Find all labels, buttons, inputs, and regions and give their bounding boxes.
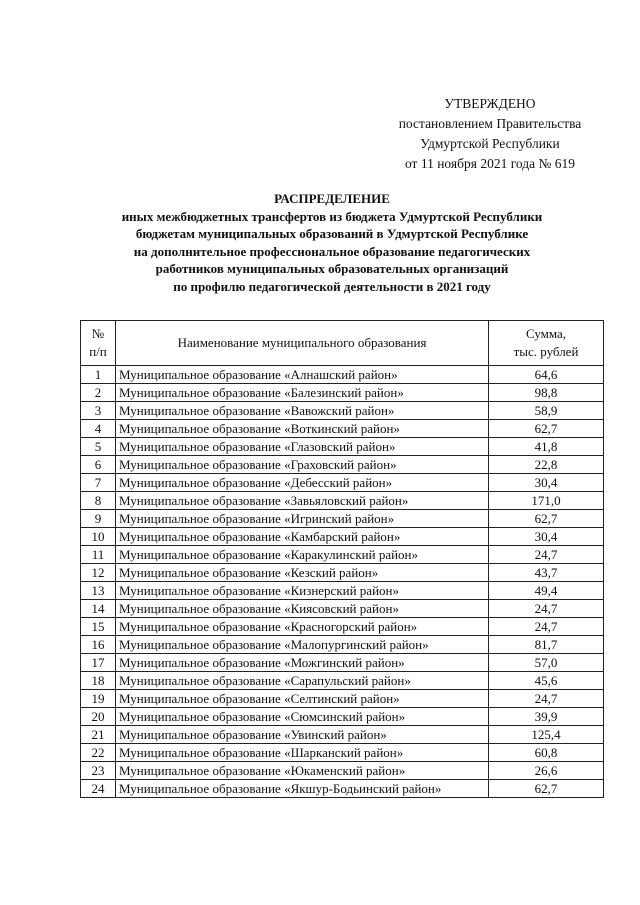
table-row (81, 384, 604, 402)
header-num-line-1: № (91, 326, 105, 341)
row-number: 10 (81, 528, 116, 546)
row-municipality-name: Муниципальное образование «Балезинский район» (116, 384, 489, 402)
row-municipality-name: Муниципальное образование «Глазовский район» (116, 438, 489, 456)
row-amount: 81,7 (489, 636, 604, 654)
table-row (81, 582, 604, 600)
table-row (81, 780, 604, 798)
row-amount: 24,7 (489, 546, 604, 564)
approval-stamp (380, 94, 600, 174)
row-number: 12 (81, 564, 116, 582)
table-row (81, 366, 604, 384)
table-row (81, 420, 604, 438)
title-main: РАСПРЕДЕЛЕНИЕ (274, 191, 390, 206)
title-line-4: работников муниципальных образовательных организаций (155, 261, 509, 277)
table-row (81, 528, 604, 546)
header-num (81, 321, 116, 366)
table-row (81, 564, 604, 582)
table-row (81, 636, 604, 654)
row-municipality-name: Муниципальное образование «Вавожский район» (116, 402, 489, 420)
row-municipality-name: Муниципальное образование «Сюмсинский район» (116, 708, 489, 726)
approval-line-1: УТВЕРЖДЕНО (444, 96, 536, 111)
header-sum-line-2: тыс. рублей (513, 344, 579, 359)
approval-line-3: Удмуртской Республики (420, 136, 560, 151)
row-number: 1 (81, 366, 116, 384)
table-row (81, 546, 604, 564)
document-title (60, 190, 604, 296)
table-row (81, 726, 604, 744)
table-row (81, 762, 604, 780)
table-row (81, 510, 604, 528)
row-number: 2 (81, 384, 116, 402)
row-number: 5 (81, 438, 116, 456)
row-municipality-name: Муниципальное образование «Камбарский район» (116, 528, 489, 546)
table-row (81, 708, 604, 726)
row-number: 13 (81, 582, 116, 600)
row-municipality-name: Муниципальное образование «Воткинский район» (116, 420, 489, 438)
table-row (81, 492, 604, 510)
row-amount: 24,7 (489, 600, 604, 618)
header-name: Наименование муниципального образования (116, 321, 489, 366)
row-number: 7 (81, 474, 116, 492)
row-municipality-name: Муниципальное образование «Алнашский район» (116, 366, 489, 384)
table-row (81, 618, 604, 636)
row-amount: 60,8 (489, 744, 604, 762)
row-amount: 58,9 (489, 402, 604, 420)
row-number: 16 (81, 636, 116, 654)
table-row (81, 438, 604, 456)
table-row (81, 600, 604, 618)
row-amount: 39,9 (489, 708, 604, 726)
row-municipality-name: Муниципальное образование «Красногорский район» (116, 618, 489, 636)
row-amount: 41,8 (489, 438, 604, 456)
table-row (81, 474, 604, 492)
row-number: 18 (81, 672, 116, 690)
row-municipality-name: Муниципальное образование «Можгинский район» (116, 654, 489, 672)
row-municipality-name: Муниципальное образование «Игринский район» (116, 510, 489, 528)
row-municipality-name: Муниципальное образование «Граховский район» (116, 456, 489, 474)
row-amount: 64,6 (489, 366, 604, 384)
row-amount: 30,4 (489, 528, 604, 546)
row-amount: 26,6 (489, 762, 604, 780)
title-line-2: бюджетам муниципальных образований в Удмуртской Республике (135, 226, 529, 242)
row-amount: 30,4 (489, 474, 604, 492)
row-number: 4 (81, 420, 116, 438)
row-amount: 125,4 (489, 726, 604, 744)
row-amount: 45,6 (489, 672, 604, 690)
title-line-5: по профилю педагогической деятельности в 2021 году (173, 278, 491, 294)
row-amount: 171,0 (489, 492, 604, 510)
row-amount: 57,0 (489, 654, 604, 672)
row-amount: 24,7 (489, 618, 604, 636)
row-municipality-name: Муниципальное образование «Шарканский район» (116, 744, 489, 762)
row-number: 20 (81, 708, 116, 726)
row-number: 9 (81, 510, 116, 528)
row-amount: 62,7 (489, 420, 604, 438)
row-municipality-name: Муниципальное образование «Селтинский район» (116, 690, 489, 708)
row-number: 22 (81, 744, 116, 762)
row-number: 19 (81, 690, 116, 708)
row-number: 24 (81, 780, 116, 798)
row-amount: 43,7 (489, 564, 604, 582)
row-amount: 49,4 (489, 582, 604, 600)
row-municipality-name: Муниципальное образование «Каракулинский район» (116, 546, 489, 564)
header-num-line-2: п/п (89, 344, 107, 359)
table-row (81, 672, 604, 690)
row-number: 11 (81, 546, 116, 564)
table-row (81, 690, 604, 708)
row-number: 6 (81, 456, 116, 474)
row-number: 21 (81, 726, 116, 744)
table-header-row (81, 321, 604, 366)
row-municipality-name: Муниципальное образование «Малопургинский район» (116, 636, 489, 654)
table-row (81, 456, 604, 474)
row-municipality-name: Муниципальное образование «Кизнерский район» (116, 582, 489, 600)
row-number: 3 (81, 402, 116, 420)
row-amount: 24,7 (489, 690, 604, 708)
row-amount: 62,7 (489, 510, 604, 528)
row-number: 15 (81, 618, 116, 636)
approval-line-2: постановлением Правительства (398, 116, 582, 131)
table-row (81, 654, 604, 672)
header-sum (489, 321, 604, 366)
row-municipality-name: Муниципальное образование «Увинский район» (116, 726, 489, 744)
table-row (81, 744, 604, 762)
row-municipality-name: Муниципальное образование «Дебесский район» (116, 474, 489, 492)
approval-line-4: от 11 ноября 2021 года № 619 (404, 156, 576, 171)
title-line-1: иных межбюджетных трансфертов из бюджета Удмуртской Республики (121, 208, 543, 224)
row-municipality-name: Муниципальное образование «Сарапульский район» (116, 672, 489, 690)
row-number: 23 (81, 762, 116, 780)
row-amount: 22,8 (489, 456, 604, 474)
row-municipality-name: Муниципальное образование «Завьяловский район» (116, 492, 489, 510)
row-municipality-name: Муниципальное образование «Юкаменский район» (116, 762, 489, 780)
row-municipality-name: Муниципальное образование «Кезский район» (116, 564, 489, 582)
row-number: 8 (81, 492, 116, 510)
row-number: 14 (81, 600, 116, 618)
row-amount: 98,8 (489, 384, 604, 402)
row-number: 17 (81, 654, 116, 672)
table-body (81, 366, 604, 798)
row-municipality-name: Муниципальное образование «Якшур-Бодьинский район» (116, 780, 489, 798)
table-row (81, 402, 604, 420)
distribution-table (80, 320, 604, 798)
row-municipality-name: Муниципальное образование «Киясовский район» (116, 600, 489, 618)
row-amount: 62,7 (489, 780, 604, 798)
header-sum-line-1: Сумма, (525, 326, 567, 341)
title-line-3: на дополнительное профессиональное образование педагогических (133, 243, 531, 259)
